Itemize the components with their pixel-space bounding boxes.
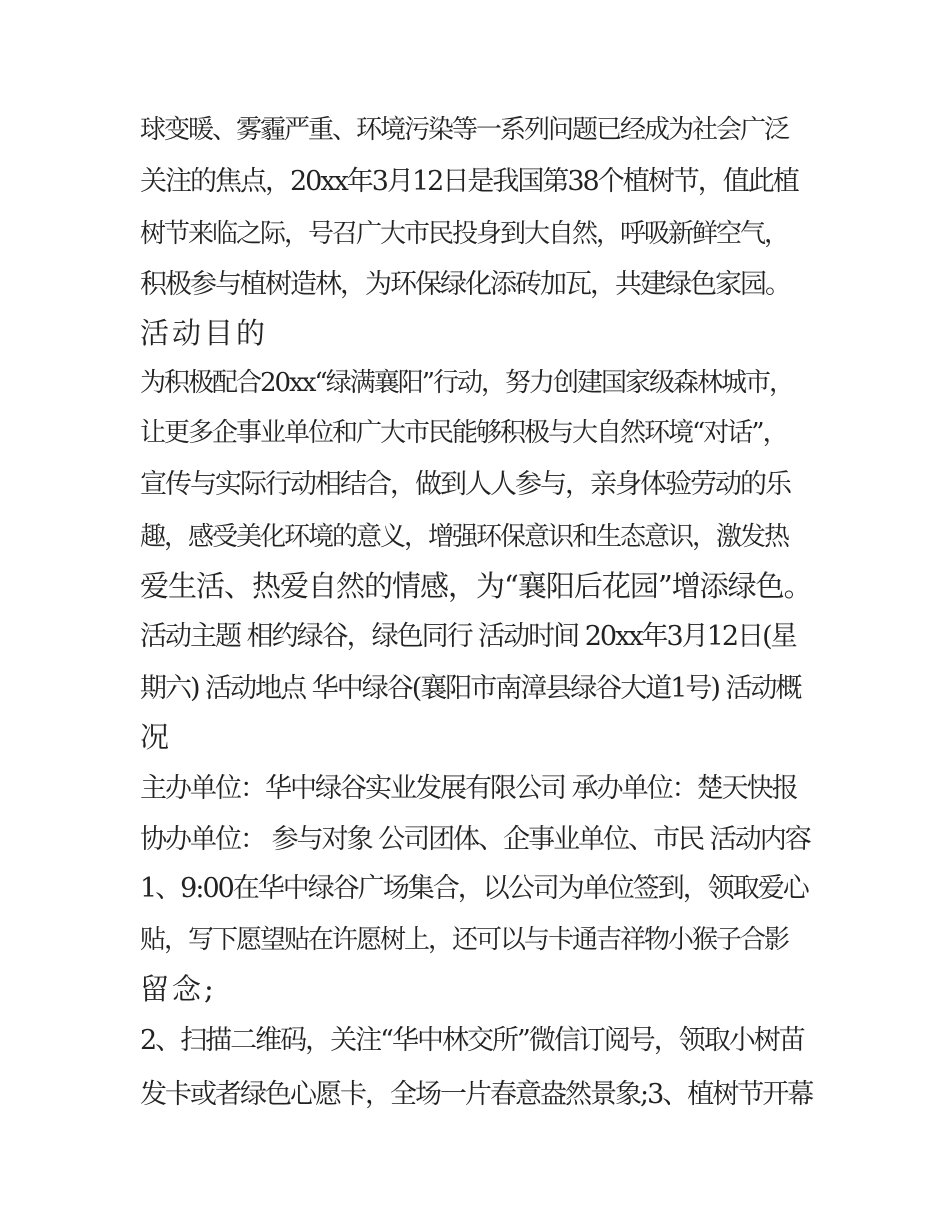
text-line: 关注的焦点，20xx年3月12日是我国第38个植树节，值此植 xyxy=(140,166,798,197)
text-line: 宣传与实际行动相结合，做到人人参与，亲身体验劳动的乐 xyxy=(140,469,790,500)
text-line: 树节来临之际，号召广大市民投身到大自然，呼吸新鲜空气， xyxy=(140,219,789,249)
text-line: 积极参与植树造林，为环保绿化添砖加瓦，共建绿色家园。 xyxy=(140,269,790,300)
text-line: 协办单位： 参与对象 公司团体、企事业单位、市民 活动内容 xyxy=(140,824,810,855)
text-line: 主办单位：华中绿谷实业发展有限公司 承办单位：楚天快报 xyxy=(140,773,797,804)
text-line: 趣，感受美化环境的意义，增强环保意识和生态意识，激发热 xyxy=(140,522,789,552)
section-heading: 活动目的 xyxy=(140,316,269,350)
text-line: 发卡或者绿色心愿卡，全场一片春意盎然景象;3、植树节开幕 xyxy=(140,1079,813,1110)
text-line: 贴，写下愿望贴在许愿树上，还可以与卡通吉祥物小猴子合影 xyxy=(140,925,789,955)
text-line: 留念; xyxy=(140,972,217,1006)
text-line: 球变暖、雾霾严重、环境污染等一系列问题已经成为社会广泛 xyxy=(140,115,789,145)
text-line: 2、扫描二维码，关注“华中林交所”微信订阅号，领取小树苗 xyxy=(140,1025,804,1056)
text-line: 况 xyxy=(140,720,173,754)
text-line: 爱生活、热爱自然的情感，为“襄阳后花园”增添绿色。 xyxy=(140,569,812,603)
text-line: 活动主题 相约绿谷，绿色同行 活动时间 20xx年3月12日(星 xyxy=(140,621,796,652)
text-line: 1、9:00在华中绿谷广场集合，以公司为单位签到，领取爱心 xyxy=(140,873,808,904)
text-line: 让更多企事业单位和广大市民能够积极与大自然环境“对话”， xyxy=(140,418,787,448)
text-line: 为积极配合20xx“绿满襄阳”行动，努力创建国家级森林城市， xyxy=(140,368,793,398)
text-line: 期六) 活动地点 华中绿谷(襄阳市南漳县绿谷大道1号) 活动概 xyxy=(140,673,801,704)
